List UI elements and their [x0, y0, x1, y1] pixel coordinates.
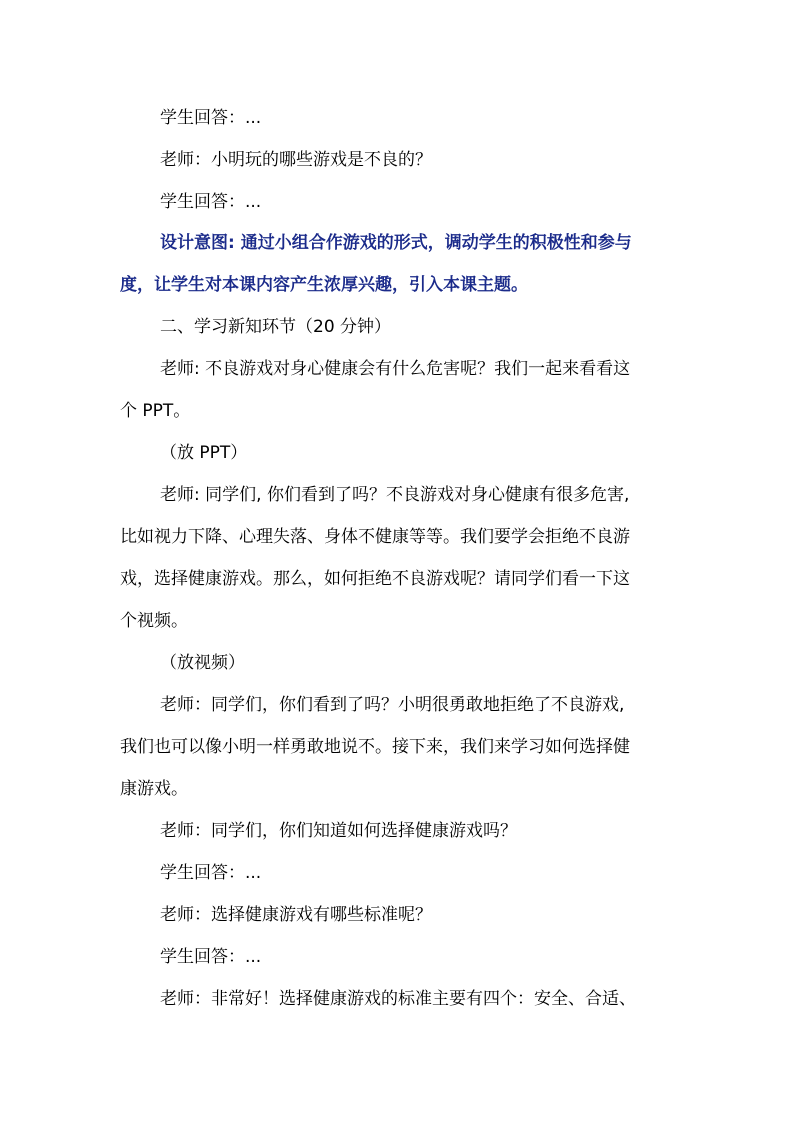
teacher-question-2: 老师：同学们，你们知道如何选择健康游戏吗？	[160, 821, 517, 841]
design-intent-line-2: 度，让学生对本课内容产生浓厚兴趣，引入本课主题。	[120, 275, 528, 295]
student-answer-2: 学生回答：...	[160, 192, 262, 212]
teacher-question-1: 老师：小明玩的哪些游戏是不良的？	[160, 150, 432, 170]
teacher-line-ppt-1: 老师: 不良游戏对身心健康会有什么危害呢？我们一起来看看这	[160, 359, 631, 379]
teacher-video-line-2: 我们也可以像小明一样勇敢地说不。接下来，我们来学习如何选择健	[120, 737, 630, 757]
student-answer-1: 学生回答：...	[160, 108, 262, 128]
teacher-harm-line-2: 比如视力下降、心理失落、身体不健康等等。我们要学会拒绝不良游	[120, 527, 630, 547]
section-heading-new-knowledge: 二、学习新知环节（20 分钟）	[160, 317, 392, 337]
teacher-question-3: 老师：选择健康游戏有哪些标准呢？	[160, 905, 432, 925]
teacher-video-line-1: 老师：同学们，你们看到了吗？小明很勇敢地拒绝了不良游戏,	[160, 695, 625, 715]
teacher-video-line-3: 康游戏。	[120, 779, 188, 799]
teacher-criteria-line: 老师：非常好！选择健康游戏的标准主要有四个：安全、合适、	[160, 989, 636, 1009]
teacher-harm-line-3: 戏，选择健康游戏。那么，如何拒绝不良游戏呢？请同学们看一下这	[120, 569, 630, 589]
teacher-harm-line-1: 老师: 同学们, 你们看到了吗？不良游戏对身心健康有很多危害,	[160, 485, 630, 505]
play-ppt-note: （放 PPT）	[160, 443, 248, 463]
teacher-line-ppt-2: 个 PPT。	[120, 401, 191, 421]
teacher-harm-line-4: 个视频。	[120, 611, 188, 631]
design-intent-line-1: 设计意图: 通过小组合作游戏的形式，调动学生的积极性和参与	[160, 233, 632, 253]
student-answer-4: 学生回答：...	[160, 947, 262, 967]
play-video-note: （放视频）	[160, 653, 245, 673]
student-answer-3: 学生回答：...	[160, 863, 262, 883]
